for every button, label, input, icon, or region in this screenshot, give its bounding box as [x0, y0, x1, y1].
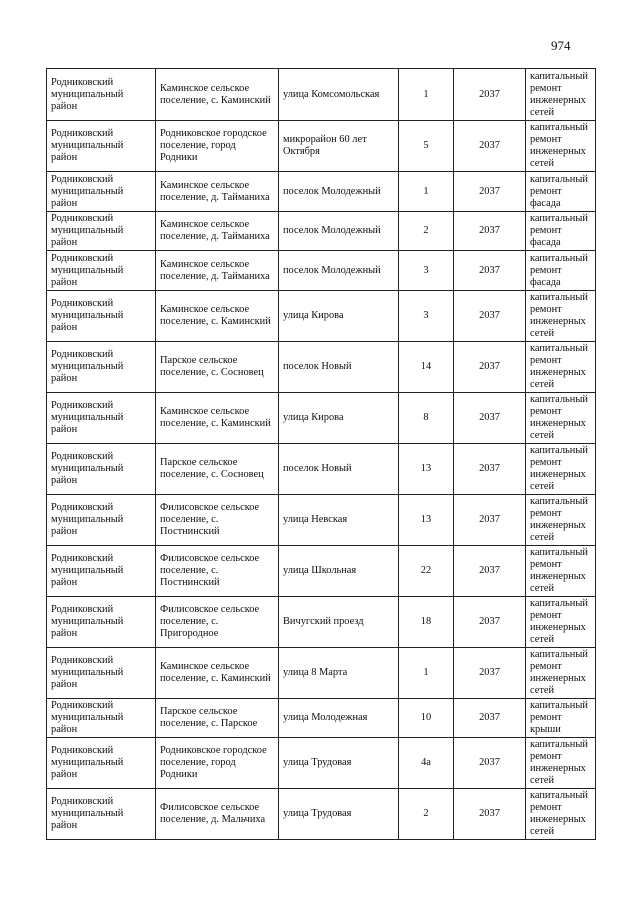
- table-row: [47, 342, 596, 393]
- street-cell: поселок Новый: [279, 444, 399, 495]
- street-cell: Вичугский проезд: [279, 597, 399, 648]
- house-number-cell: 13: [399, 444, 454, 495]
- settlement-cell: Родниковское городское поселение, город Родники: [156, 121, 279, 172]
- year-cell: 2037: [454, 495, 526, 546]
- page-number: 974: [551, 38, 571, 53]
- house-number-cell: 18: [399, 597, 454, 648]
- year-cell: 2037: [454, 121, 526, 172]
- district-cell: Родниковский муниципальный район: [47, 738, 156, 789]
- house-number-cell: 14: [399, 342, 454, 393]
- year-cell: 2037: [454, 69, 526, 121]
- settlement-cell: Каминское сельское поселение, с. Каминский: [156, 69, 279, 121]
- district-cell: Родниковский муниципальный район: [47, 291, 156, 342]
- settlement-cell: Парское сельское поселение, с. Сосновец: [156, 444, 279, 495]
- work-type-cell: капитальный ремонт инженерных сетей: [526, 546, 596, 597]
- street-cell: улица 8 Марта: [279, 648, 399, 699]
- house-number-cell: 4а: [399, 738, 454, 789]
- street-cell: поселок Молодежный: [279, 172, 399, 212]
- year-cell: 2037: [454, 699, 526, 738]
- house-number-cell: 5: [399, 121, 454, 172]
- settlement-cell: Филисовское сельское поселение, с. Постнинский: [156, 546, 279, 597]
- street-cell: улица Кирова: [279, 291, 399, 342]
- work-type-cell: капитальный ремонт фасада: [526, 251, 596, 291]
- district-cell: Родниковский муниципальный район: [47, 597, 156, 648]
- table-row: [47, 212, 596, 251]
- table-row: [47, 699, 596, 738]
- year-cell: 2037: [454, 597, 526, 648]
- work-type-cell: капитальный ремонт фасада: [526, 212, 596, 251]
- year-cell: 2037: [454, 444, 526, 495]
- year-cell: 2037: [454, 789, 526, 840]
- district-cell: Родниковский муниципальный район: [47, 444, 156, 495]
- work-type-cell: капитальный ремонт фасада: [526, 172, 596, 212]
- district-cell: Родниковский муниципальный район: [47, 546, 156, 597]
- district-cell: Родниковский муниципальный район: [47, 212, 156, 251]
- street-cell: улица Кирова: [279, 393, 399, 444]
- settlement-cell: Парское сельское поселение, с. Парское: [156, 699, 279, 738]
- table-row: [47, 251, 596, 291]
- house-number-cell: 1: [399, 648, 454, 699]
- street-cell: улица Молодежная: [279, 699, 399, 738]
- street-cell: поселок Молодежный: [279, 251, 399, 291]
- table-row: [47, 789, 596, 840]
- work-type-cell: капитальный ремонт инженерных сетей: [526, 597, 596, 648]
- work-type-cell: капитальный ремонт крыши: [526, 699, 596, 738]
- district-cell: Родниковский муниципальный район: [47, 648, 156, 699]
- work-type-cell: капитальный ремонт инженерных сетей: [526, 291, 596, 342]
- street-cell: поселок Молодежный: [279, 212, 399, 251]
- table-row: [47, 738, 596, 789]
- year-cell: 2037: [454, 251, 526, 291]
- street-cell: улица Трудовая: [279, 738, 399, 789]
- settlement-cell: Парское сельское поселение, с. Сосновец: [156, 342, 279, 393]
- work-type-cell: капитальный ремонт инженерных сетей: [526, 342, 596, 393]
- settlement-cell: Филисовское сельское поселение, д. Мальчиха: [156, 789, 279, 840]
- table-row: [47, 444, 596, 495]
- year-cell: 2037: [454, 212, 526, 251]
- work-type-cell: капитальный ремонт инженерных сетей: [526, 393, 596, 444]
- table-row: [47, 291, 596, 342]
- settlement-cell: Филисовское сельское поселение, с. Пригородное: [156, 597, 279, 648]
- work-type-cell: капитальный ремонт инженерных сетей: [526, 738, 596, 789]
- year-cell: 2037: [454, 393, 526, 444]
- work-type-cell: капитальный ремонт инженерных сетей: [526, 789, 596, 840]
- work-type-cell: капитальный ремонт инженерных сетей: [526, 444, 596, 495]
- house-number-cell: 22: [399, 546, 454, 597]
- year-cell: 2037: [454, 291, 526, 342]
- table-body: [47, 69, 596, 840]
- settlement-cell: Каминское сельское поселение, д. Тайманиха: [156, 172, 279, 212]
- year-cell: 2037: [454, 738, 526, 789]
- house-number-cell: 10: [399, 699, 454, 738]
- year-cell: 2037: [454, 342, 526, 393]
- district-cell: Родниковский муниципальный район: [47, 495, 156, 546]
- work-type-cell: капитальный ремонт инженерных сетей: [526, 648, 596, 699]
- district-cell: Родниковский муниципальный район: [47, 699, 156, 738]
- table-row: [47, 172, 596, 212]
- house-number-cell: 3: [399, 251, 454, 291]
- settlement-cell: Каминское сельское поселение, д. Тайманиха: [156, 251, 279, 291]
- table-row: [47, 69, 596, 121]
- street-cell: поселок Новый: [279, 342, 399, 393]
- district-cell: Родниковский муниципальный район: [47, 69, 156, 121]
- street-cell: улица Трудовая: [279, 789, 399, 840]
- table-row: [47, 546, 596, 597]
- street-cell: микрорайон 60 лет Октября: [279, 121, 399, 172]
- settlement-cell: Каминское сельское поселение, с. Каминский: [156, 648, 279, 699]
- house-number-cell: 2: [399, 789, 454, 840]
- year-cell: 2037: [454, 172, 526, 212]
- district-cell: Родниковский муниципальный район: [47, 251, 156, 291]
- street-cell: улица Комсомольская: [279, 69, 399, 121]
- table-row: [47, 121, 596, 172]
- work-type-cell: капитальный ремонт инженерных сетей: [526, 121, 596, 172]
- street-cell: улица Школьная: [279, 546, 399, 597]
- table-row: [47, 648, 596, 699]
- table-row: [47, 393, 596, 444]
- settlement-cell: Родниковское городское поселение, город Родники: [156, 738, 279, 789]
- district-cell: Родниковский муниципальный район: [47, 172, 156, 212]
- table-row: [47, 495, 596, 546]
- settlement-cell: Каминское сельское поселение, с. Каминский: [156, 291, 279, 342]
- house-number-cell: 1: [399, 69, 454, 121]
- district-cell: Родниковский муниципальный район: [47, 121, 156, 172]
- settlement-cell: Филисовское сельское поселение, с. Постнинский: [156, 495, 279, 546]
- district-cell: Родниковский муниципальный район: [47, 393, 156, 444]
- housing-repair-table: [46, 68, 596, 840]
- work-type-cell: капитальный ремонт инженерных сетей: [526, 69, 596, 121]
- house-number-cell: 3: [399, 291, 454, 342]
- house-number-cell: 2: [399, 212, 454, 251]
- work-type-cell: капитальный ремонт инженерных сетей: [526, 495, 596, 546]
- year-cell: 2037: [454, 648, 526, 699]
- year-cell: 2037: [454, 546, 526, 597]
- table-row: [47, 597, 596, 648]
- house-number-cell: 8: [399, 393, 454, 444]
- house-number-cell: 13: [399, 495, 454, 546]
- settlement-cell: Каминское сельское поселение, с. Каминский: [156, 393, 279, 444]
- street-cell: улица Невская: [279, 495, 399, 546]
- district-cell: Родниковский муниципальный район: [47, 789, 156, 840]
- settlement-cell: Каминское сельское поселение, д. Тайманиха: [156, 212, 279, 251]
- district-cell: Родниковский муниципальный район: [47, 342, 156, 393]
- house-number-cell: 1: [399, 172, 454, 212]
